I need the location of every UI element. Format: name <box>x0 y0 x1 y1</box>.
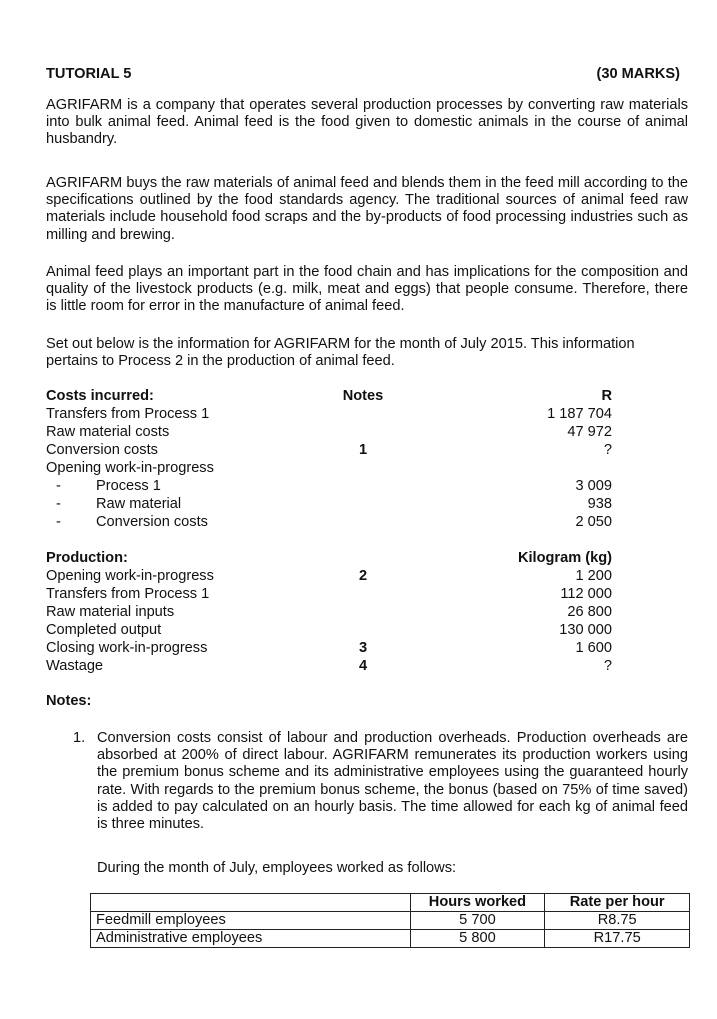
hours-worked-header: Hours worked <box>410 894 545 912</box>
production-row-label: Raw material inputs <box>46 604 175 620</box>
hours-worked-cell: 5 800 <box>410 930 545 948</box>
costs-sub-row <box>46 495 612 513</box>
production-unit-heading: Kilogram (kg) <box>517 550 612 566</box>
costs-row <box>46 423 612 441</box>
paragraph-intro: AGRIFARM is a company that operates several production processes by converting raw materials into bulk animal feed. Animal feed is the food given to domestic animals in the course of animal husbandry. <box>46 97 688 148</box>
production-row-value: 130 000 <box>559 622 612 638</box>
costs-sub-row-value: 2 050 <box>575 514 612 530</box>
costs-sub-row-value: 3 009 <box>575 478 612 494</box>
costs-heading: Costs incurred: <box>46 388 154 404</box>
paragraph-food-chain: Animal feed plays an important part in the food chain and has implications for the composition and quality of the livestock products (e.g. milk, meat and eggs) that people consume. Therefore, there is little room for error in the manufacture of animal feed. <box>46 264 688 315</box>
costs-row <box>46 441 612 459</box>
production-row-note: 4 <box>358 658 368 674</box>
total-marks: (30 MARKS) <box>596 66 680 82</box>
notes-column-heading: Notes <box>342 388 384 404</box>
rate-per-hour-cell: R17.75 <box>545 930 690 948</box>
production-row <box>46 567 612 585</box>
employees-intro-text: During the month of July, employees worked as follows: <box>97 860 457 876</box>
costs-header-row <box>46 387 612 405</box>
production-row <box>46 639 612 657</box>
list-dash: - <box>56 514 61 530</box>
employees-table-header-row <box>91 894 690 912</box>
costs-row-note: 1 <box>358 442 368 458</box>
costs-incurred-table <box>46 387 612 531</box>
note-1-number: 1. <box>73 730 86 746</box>
production-row-value: ? <box>603 658 612 674</box>
tutorial-title: TUTORIAL 5 <box>46 66 132 82</box>
table-row <box>91 912 690 930</box>
notes-heading: Notes: <box>46 693 92 709</box>
costs-sub-row-text: Conversion costs <box>96 514 208 530</box>
production-row <box>46 603 612 621</box>
production-row-value: 1 200 <box>575 568 612 584</box>
costs-row-label: Raw material costs <box>46 424 170 440</box>
rate-per-hour-header: Rate per hour <box>545 894 690 912</box>
costs-row-label: Opening work-in-progress <box>46 460 214 476</box>
employees-header-empty <box>91 894 411 912</box>
production-row-label: Wastage <box>46 658 104 674</box>
costs-sub-row <box>46 477 612 495</box>
production-row-value: 1 600 <box>575 640 612 656</box>
costs-row-value: ? <box>603 442 612 458</box>
production-row <box>46 621 612 639</box>
list-dash: - <box>56 478 61 494</box>
costs-unit-heading: R <box>601 388 612 404</box>
costs-row-label: Transfers from Process 1 <box>46 406 210 422</box>
table-row <box>91 930 690 948</box>
production-heading: Production: <box>46 550 128 566</box>
production-row-value: 26 800 <box>567 604 612 620</box>
list-dash: - <box>56 496 61 512</box>
production-row-label: Closing work-in-progress <box>46 640 208 656</box>
rate-per-hour-cell: R8.75 <box>545 912 690 930</box>
paragraph-raw-materials: AGRIFARM buys the raw materials of animal feed and blends them in the feed mill according to the specifications outlined by the food standards agency. The traditional sources of animal feed raw materials include household food scraps and the by-products of food processing industries such as milling and brewing. <box>46 175 688 243</box>
production-row-value: 112 000 <box>560 586 612 602</box>
costs-row <box>46 459 612 477</box>
note-1-text: Conversion costs consist of labour and production overheads. Production overheads are absorbed at 200% of direct labour. AGRIFARM remunerates its production workers using the premium bonus scheme and its administrative employees using the guaranteed hourly rate. With regards to the premium bonus scheme, the bonus (based on 75% of time saved) is added to pay calculated on an hourly basis. The time allowed for each kg of animal feed is three minutes. <box>97 730 688 833</box>
production-row-label: Completed output <box>46 622 162 638</box>
employees-hours-table <box>90 893 690 948</box>
production-row-label: Transfers from Process 1 <box>46 586 210 602</box>
costs-row-value: 47 972 <box>567 424 612 440</box>
production-table <box>46 549 612 675</box>
costs-sub-row <box>46 513 612 531</box>
costs-row <box>46 405 612 423</box>
costs-sub-row-text: Raw material <box>96 496 182 512</box>
production-row-label: Opening work-in-progress <box>46 568 214 584</box>
costs-row-value: 1 187 704 <box>547 406 612 422</box>
employee-type-cell: Feedmill employees <box>91 912 411 930</box>
costs-sub-row-text: Process 1 <box>96 478 161 494</box>
production-row <box>46 657 612 675</box>
production-row-note: 2 <box>358 568 368 584</box>
production-header-row <box>46 549 612 567</box>
costs-row-label: Conversion costs <box>46 442 158 458</box>
costs-sub-row-value: 938 <box>587 496 612 512</box>
hours-worked-cell: 5 700 <box>410 912 545 930</box>
title-row <box>46 66 680 84</box>
paragraph-information: Set out below is the information for AGRIFARM for the month of July 2015. This information pertains to Process 2 in the production of animal feed. <box>46 336 635 370</box>
production-row <box>46 585 612 603</box>
production-row-note: 3 <box>358 640 368 656</box>
employee-type-cell: Administrative employees <box>91 930 411 948</box>
